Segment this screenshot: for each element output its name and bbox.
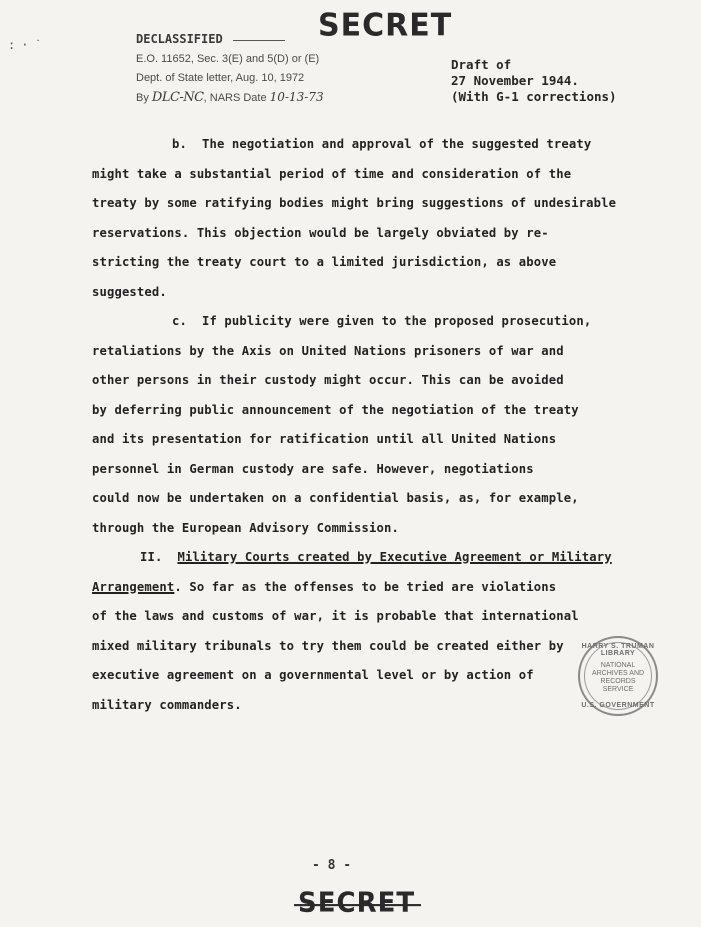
declassification-letter: Dept. of State letter, Aug. 10, 1972 (136, 72, 305, 84)
page-number: - 8 - (312, 858, 352, 873)
section-ii-heading-continued: Arrangement (92, 579, 175, 594)
paragraph-b-line: suggested. (92, 284, 167, 299)
section-ii-number: II. (140, 550, 163, 564)
paragraph-c-line: If publicity were given to the proposed prosecution, (201, 314, 592, 328)
paragraph-b-line: treaty by some ratifying bodies might bring suggestions of undesirable (92, 196, 617, 210)
paragraph-c-line: personnel in German custody are safe. However, negotiations (92, 461, 534, 476)
paragraph-b-line: The negotiation and approval of the suggested treaty (201, 137, 592, 151)
section-ii (92, 543, 632, 720)
stamp-center-line: SERVICE (602, 686, 634, 693)
declassification-authority: E.O. 11652, Sec. 3(E) and 5(D) or (E) (136, 53, 320, 65)
section-ii-line: military commanders. (92, 697, 242, 712)
declassification-by-label: By (136, 92, 149, 104)
paragraph-c-line: other persons in their custody might occur. This can be avoided (92, 373, 564, 387)
paragraph-b-line: stricting the treaty court to a limited jurisdiction, as above (92, 255, 557, 269)
stamp-bottom-text: U.S. GOVERNMENT (581, 702, 655, 709)
nars-date-value: 10-13-73 (269, 90, 324, 104)
draft-line-2: 27 November 1944. (451, 73, 579, 88)
classification-bottom: SECRET (298, 887, 416, 919)
paragraph-b-line: might take a substantial period of time and consideration of the (92, 166, 572, 181)
document-body (92, 130, 632, 720)
section-ii-line: of the laws and customs of war, it is probable that international (92, 609, 579, 623)
paragraph-c-line: by deferring public announcement of the negotiation of the treaty (92, 402, 579, 417)
stamp-center-line: ARCHIVES AND (591, 670, 645, 677)
declassified-heading: DECLASSIFIED (136, 32, 223, 46)
truman-library-stamp (578, 636, 658, 716)
paragraph-b (92, 130, 632, 307)
draft-line-1: Draft of (451, 57, 512, 72)
section-ii-line: mixed military tribunals to try them could be created either by (92, 638, 564, 653)
paragraph-b-label: b. (172, 137, 187, 151)
draft-line-3: (With G-1 corrections) (451, 89, 617, 104)
paragraph-c-line: could now be undertaken on a confidential basis, as, for example, (92, 491, 579, 505)
stamp-center (584, 662, 652, 694)
draft-note (451, 57, 617, 105)
paragraph-c-line: through the European Advisory Commission. (92, 520, 399, 535)
stamp-center-line: NATIONAL (600, 662, 636, 669)
declassification-signature: DLC-NC (151, 90, 204, 105)
classification-top: SECRET (318, 7, 453, 44)
paragraph-c-line: retaliations by the Axis on United Nations prisoners of war and (92, 343, 564, 358)
nars-date-label: NARS Date (209, 92, 267, 104)
paragraph-c-line: and its presentation for ratification until all United Nations (92, 432, 557, 446)
paragraph-c-label: c. (172, 314, 187, 328)
declassified-rule (233, 40, 285, 41)
stamp-top-text: HARRY S. TRUMAN LIBRARY (581, 643, 655, 657)
section-ii-line: executive agreement on a governmental level or by action of (92, 668, 534, 682)
section-ii-line: . So far as the offenses to be tried are violations (174, 579, 557, 594)
paragraph-b-line: reservations. This objection would be largely obviated by re- (92, 225, 549, 240)
edge-punch-marks: :·˙ (8, 38, 48, 52)
stamp-center-line: RECORDS (600, 678, 636, 685)
section-ii-heading: Military Courts created by Executive Agreement or Military (177, 550, 612, 564)
paragraph-c (92, 307, 632, 543)
declassification-stamp: DECLASSIFIED E.O. 11652, Sec. 3(E) and 5(D) or (E) Dept. of State letter, Aug. 10, 1972 By DLC-NC, NARS Date 10-13-73 (136, 30, 336, 108)
